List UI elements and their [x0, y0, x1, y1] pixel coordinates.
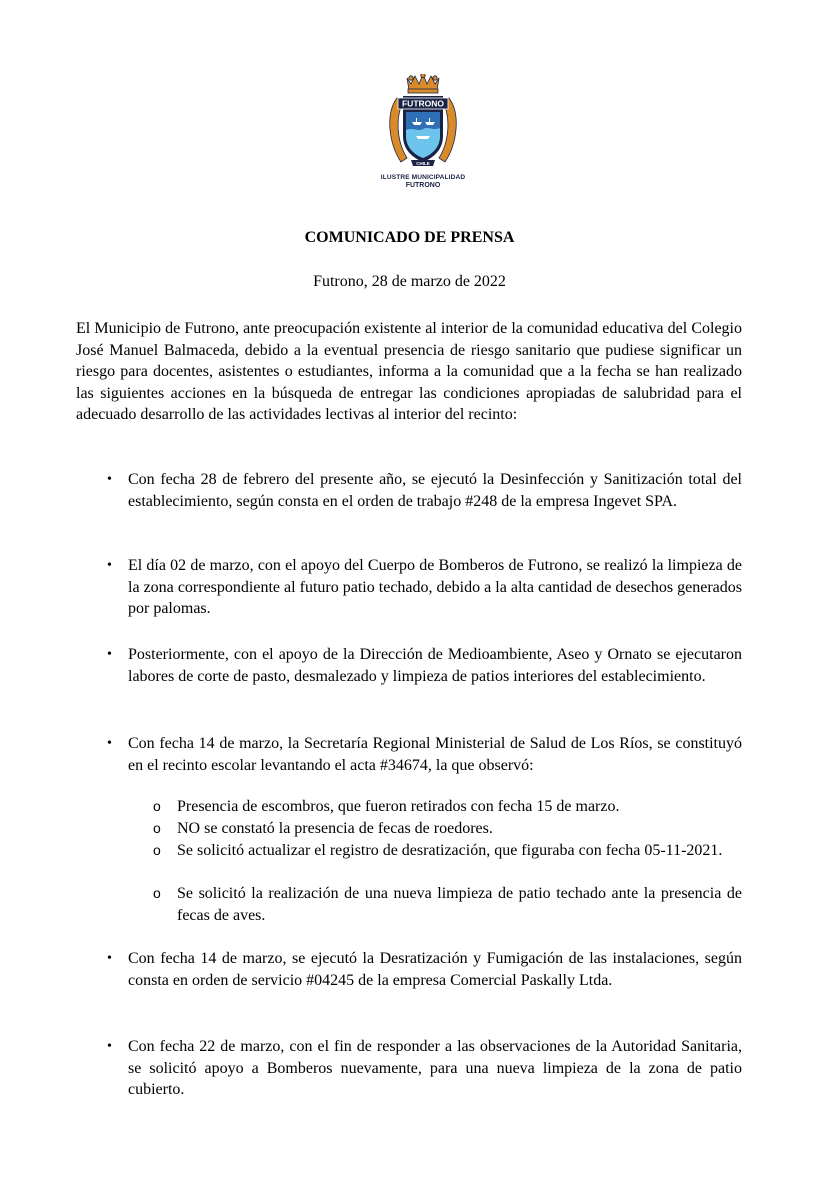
document-title: COMUNICADO DE PRENSA	[304, 229, 515, 246]
bullet-marker: •	[107, 558, 112, 573]
bullet-item	[107, 555, 742, 620]
bullet-text: Con fecha 14 de marzo, la Secretaría Regional Ministerial de Salud de Los Ríos, se constituyó en el recinto escolar levantando el acta #34674, la que observó:	[128, 735, 742, 774]
logo-caption-line2: FUTRONO	[405, 182, 441, 189]
intro-paragraph: El Municipio de Futrono, ante preocupación existente al interior de la comunidad educativa del Colegio José Manuel Balmaceda, debido a la eventual presencia de riesgo sanitario que pudiese significar un riesgo para docentes, asistentes o estudiantes, informa a la comunidad que a la fecha se han realizado las siguientes acciones en la búsqueda de entregar las condiciones apropiadas de salubridad para el adecuado desarrollo de las actividades lectivas al interior del recinto:	[76, 320, 742, 423]
bullet-item	[107, 644, 742, 687]
logo-banner-text: FUTRONO	[401, 98, 445, 109]
bullet-item	[107, 1036, 742, 1101]
bullet-marker: •	[107, 951, 112, 966]
sub-item-text: Se solicitó la realización de una nueva limpieza de patio techado ante la presencia de fecas de aves.	[177, 885, 742, 924]
logo-caption-line1: ILUSTRE MUNICIPALIDAD	[380, 174, 466, 181]
bullet-marker: •	[107, 472, 112, 487]
sub-item	[153, 883, 742, 926]
sub-marker: o	[153, 842, 161, 858]
municipality-logo	[371, 74, 475, 189]
sub-item-text: Se solicitó actualizar el registro de desratización, que figuraba con fecha 05-11-2021.	[177, 842, 723, 859]
sub-marker: o	[153, 885, 161, 901]
bullet-text: El día 02 de marzo, con el apoyo del Cuerpo de Bomberos de Futrono, se realizó la limpieza de la zona correspondiente al futuro patio techado, debido a la alta cantidad de desechos generados por palomas.	[128, 557, 742, 617]
bullet-text: Con fecha 22 de marzo, con el fin de responder a las observaciones de la Autoridad Sanitaria, se solicitó apoyo a Bomberos nuevamente, para una nueva limpieza de la zona de patio cubierto.	[128, 1038, 742, 1098]
bullet-marker: •	[107, 647, 112, 662]
sub-item	[153, 796, 742, 818]
bullet-text: Con fecha 14 de marzo, se ejecutó la Desratización y Fumigación de las instalaciones, según consta en orden de servicio #04245 de la empresa Comercial Paskally Ltda.	[128, 950, 742, 989]
bullet-text: Con fecha 28 de febrero del presente año, se ejecutó la Desinfección y Sanitización total del establecimiento, según consta en el orden de trabajo #248 de la empresa Ingevet SPA.	[128, 471, 742, 510]
bullet-item	[107, 469, 742, 512]
date-line: Futrono, 28 de marzo de 2022	[313, 273, 506, 290]
sub-item-text: Presencia de escombros, que fueron retirados con fecha 15 de marzo.	[177, 798, 620, 815]
bullet-item	[107, 733, 742, 776]
bullet-marker: •	[107, 1039, 112, 1054]
sub-item	[153, 840, 742, 862]
sub-marker: o	[153, 820, 161, 836]
bullet-marker: •	[107, 736, 112, 751]
bullet-item	[107, 948, 742, 991]
coat-of-arms-icon	[371, 74, 475, 174]
logo-ribbon-text: CHILE	[416, 161, 430, 166]
sub-item	[153, 818, 742, 840]
bullet-text: Posteriormente, con el apoyo de la Dirección de Medioambiente, Aseo y Ornato se ejecutaron labores de corte de pasto, desmalezado y limpieza de patios interiores del establecimiento.	[128, 646, 742, 685]
sub-item-text: NO se constató la presencia de fecas de roedores.	[177, 820, 493, 837]
sub-marker: o	[153, 798, 161, 814]
